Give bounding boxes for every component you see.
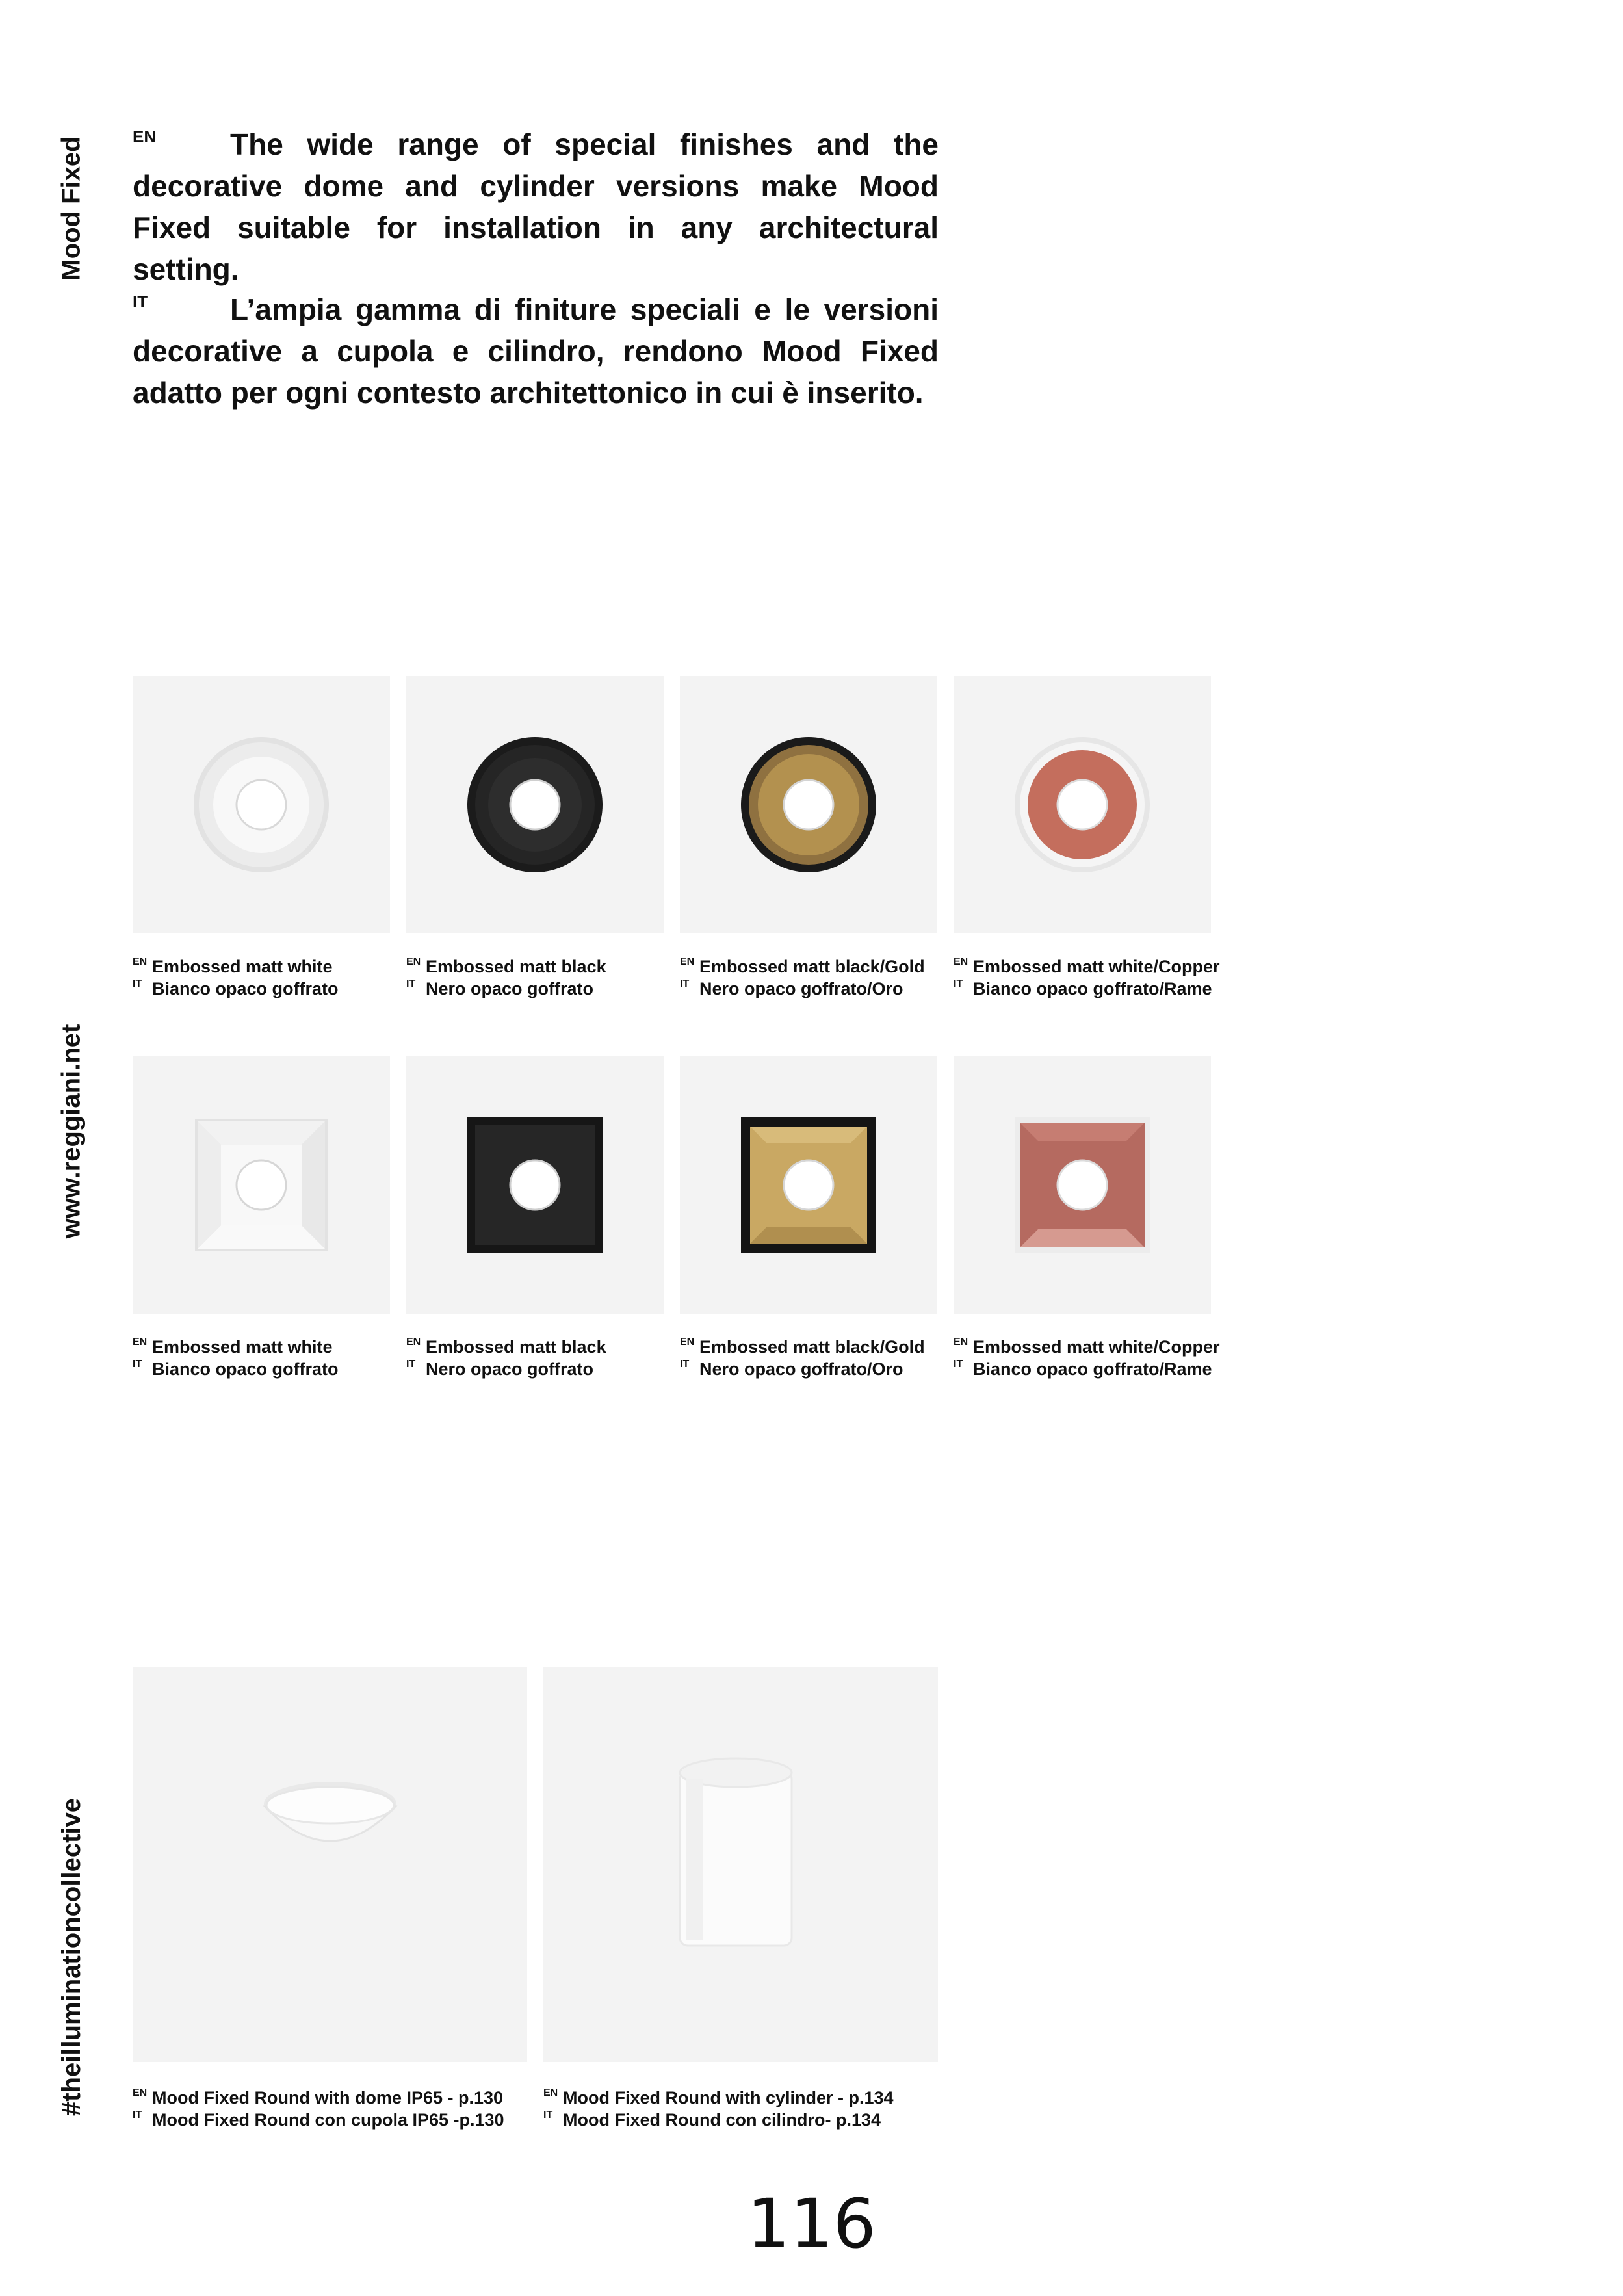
caption-en: Mood Fixed Round with dome IP65 - p.130	[152, 2088, 504, 2107]
round-finish-swatch-1	[133, 676, 390, 933]
page-number: 116	[747, 2184, 876, 2263]
caption-it: Nero opaco goffrato	[426, 1359, 594, 1379]
square-caption-4: EN Embossed matt white/Copper IT Bianco opaco goffrato/Rame	[954, 1337, 1220, 1379]
lang-tag-it: IT	[133, 292, 148, 311]
cylinder-version-image	[543, 1667, 938, 2062]
square-downlight-icon	[406, 1056, 664, 1314]
caption-it: Bianco opaco goffrato/Rame	[973, 979, 1212, 998]
round-caption-2: EN Embossed matt black IT Nero opaco goffrato	[406, 956, 606, 998]
side-label-product	[52, 124, 91, 293]
caption-it: Mood Fixed Round con cilindro- p.134	[563, 2110, 881, 2130]
square-caption-1: EN Embossed matt white IT Bianco opaco goffrato	[133, 1337, 339, 1379]
square-downlight-icon	[133, 1056, 390, 1314]
cylinder-downlight-icon	[543, 1667, 938, 2062]
caption-it: Bianco opaco goffrato	[152, 1359, 339, 1379]
caption-en: Embossed matt white/Copper	[973, 957, 1220, 976]
caption-en: Embossed matt black	[426, 957, 606, 976]
caption-it: Nero opaco goffrato/Oro	[699, 979, 903, 998]
square-caption-3: EN Embossed matt black/Gold IT Nero opaco goffrato/Oro	[680, 1337, 925, 1379]
round-finish-swatch-2	[406, 676, 664, 933]
version-caption-dome: EN Mood Fixed Round with dome IP65 - p.130 IT Mood Fixed Round con cupola IP65 -p.130	[133, 2087, 504, 2130]
caption-it: Mood Fixed Round con cupola IP65 -p.130	[152, 2110, 504, 2130]
caption-it: Nero opaco goffrato	[426, 979, 594, 998]
version-caption-cylinder: EN Mood Fixed Round with cylinder - p.134 IT Mood Fixed Round con cilindro- p.134	[543, 2087, 894, 2130]
side-label-hashtag	[52, 1781, 91, 2132]
square-caption-2: EN Embossed matt black IT Nero opaco goffrato	[406, 1337, 606, 1379]
caption-en: Embossed matt black	[426, 1337, 606, 1357]
caption-it: Bianco opaco goffrato	[152, 979, 339, 998]
round-downlight-icon	[954, 676, 1211, 933]
round-finish-swatch-4	[954, 676, 1211, 933]
square-downlight-icon	[680, 1056, 937, 1314]
round-finish-swatch-3	[680, 676, 937, 933]
square-finish-swatch-2	[406, 1056, 664, 1314]
caption-en: Embossed matt white	[152, 957, 333, 976]
intro-en	[133, 124, 939, 290]
round-caption-1: EN Embossed matt white IT Bianco opaco goffrato	[133, 956, 339, 998]
side-label-website	[52, 1008, 91, 1255]
square-finish-swatch-4	[954, 1056, 1211, 1314]
square-finish-swatch-3	[680, 1056, 937, 1314]
caption-en: Embossed matt black/Gold	[699, 957, 925, 976]
round-downlight-icon	[680, 676, 937, 933]
square-finish-swatch-1	[133, 1056, 390, 1314]
intro-it-text: L’ampia gamma di finiture speciali e le versioni decorative a cupola e cilindro, rendono Mood Fixed adatto per ogni contesto architettonico in cui è inserito.	[133, 293, 939, 410]
website-label: www.reggiani.net	[57, 1024, 86, 1238]
dome-downlight-icon	[133, 1667, 527, 2062]
caption-it: Nero opaco goffrato/Oro	[699, 1359, 903, 1379]
product-name-label: Mood Fixed	[57, 135, 86, 281]
caption-en: Embossed matt white	[152, 1337, 333, 1357]
caption-it: Bianco opaco goffrato/Rame	[973, 1359, 1212, 1379]
caption-en: Embossed matt white/Copper	[973, 1337, 1220, 1357]
hashtag-label: #theilluminationcollective	[57, 1797, 86, 2116]
intro-it	[133, 289, 939, 413]
caption-en: Mood Fixed Round with cylinder - p.134	[563, 2088, 894, 2107]
square-downlight-icon	[954, 1056, 1211, 1314]
dome-version-image	[133, 1667, 527, 2062]
caption-en: Embossed matt black/Gold	[699, 1337, 925, 1357]
round-caption-4: EN Embossed matt white/Copper IT Bianco opaco goffrato/Rame	[954, 956, 1220, 998]
round-caption-3: EN Embossed matt black/Gold IT Nero opaco goffrato/Oro	[680, 956, 925, 998]
lang-tag-en: EN	[133, 127, 157, 146]
round-downlight-icon	[406, 676, 664, 933]
intro-en-text: The wide range of special finishes and the decorative dome and cylinder versions make Mood Fixed suitable for installation in any architectural setting.	[133, 127, 939, 286]
round-downlight-icon	[133, 676, 390, 933]
